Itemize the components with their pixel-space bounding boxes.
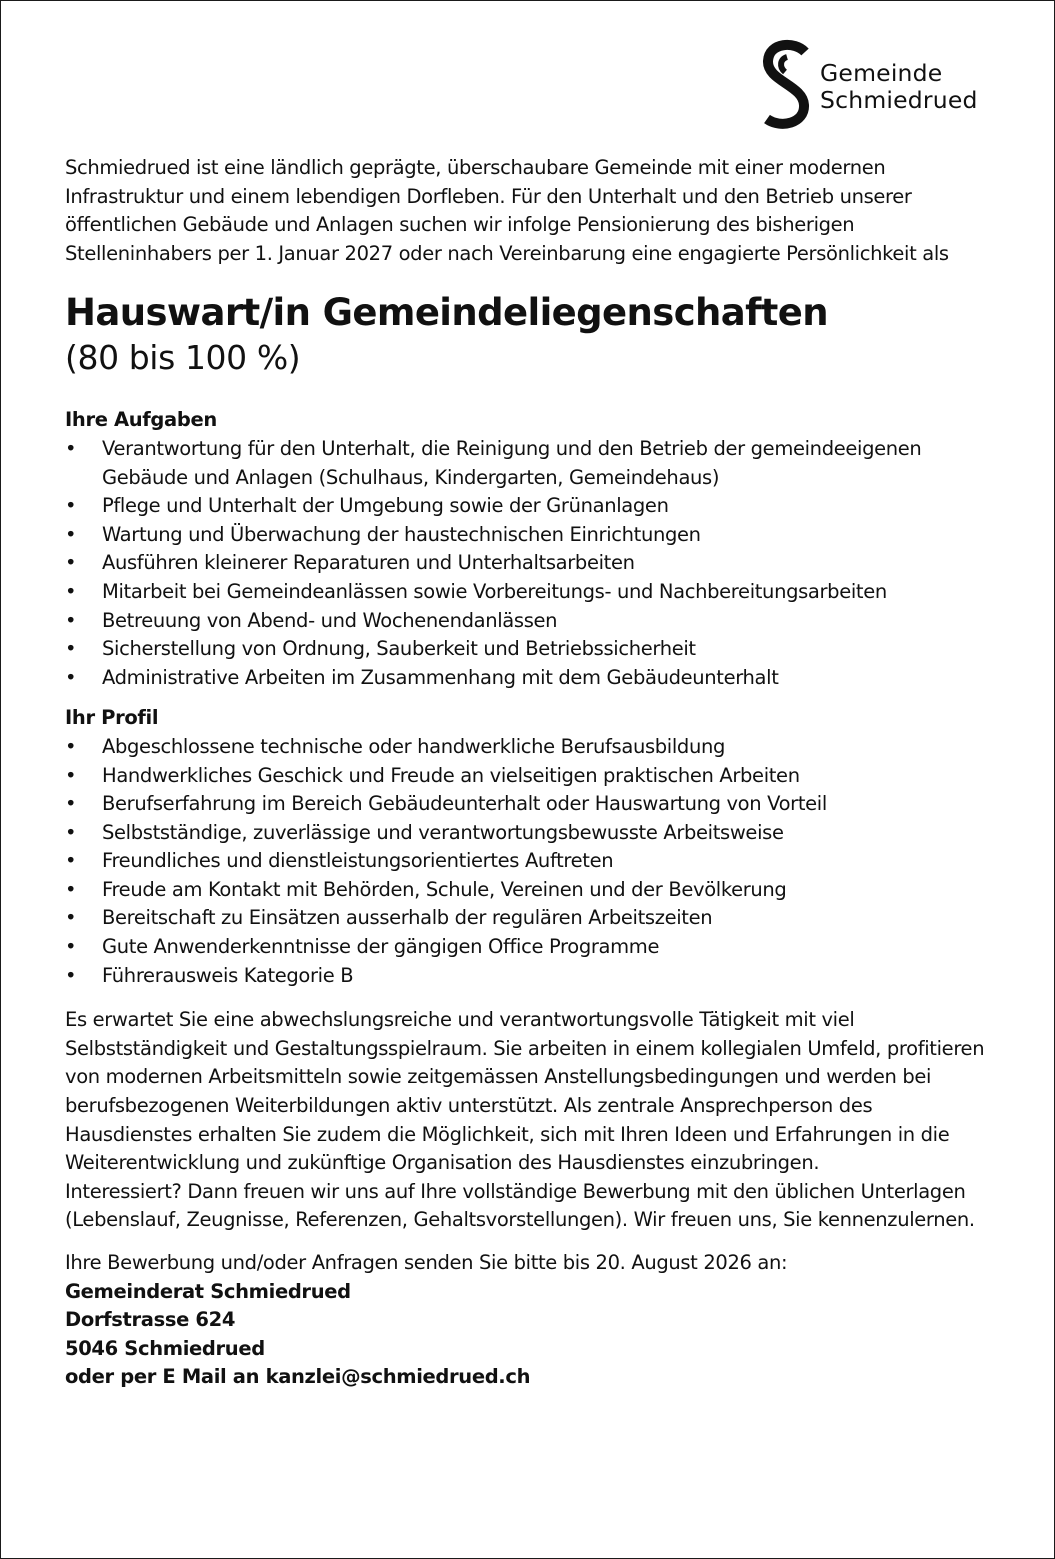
ad-body (65, 154, 995, 1392)
list-item: • Pflege und Unterhalt der Umgebung sowie der Grünanlagen (65, 492, 995, 521)
interest-paragraph: Interessiert? Dann freuen wir uns auf Ihre vollständige Bewerbung mit den üblichen Unterlagen (Lebenslauf, Zeugnisse, Referenzen, Gehaltsvorstellungen). Wir freuen uns, Sie kennenzulernen. (65, 1179, 975, 1232)
intro-paragraph: Schmiedrued ist eine ländlich geprägte, überschaubare Gemeinde mit einer modernen Infrastruktur und einem lebendigen Dorfleben. Für den Unterhalt und den Betrieb unserer öffentlichen Gebäude und Anlagen suchen wir infolge Pensionierung des bisherigen Stelleninhabers per 1. Januar 2027 oder nach Vereinbarung eine engagierte Persönlichkeit als (65, 156, 949, 265)
bullet-icon: • (65, 579, 77, 603)
address-city: 5046 Schmiedrued (65, 1336, 265, 1360)
list-item: • Bereitschaft zu Einsätzen ausserhalb der regulären Arbeitszeiten (65, 904, 995, 933)
list-item: • Freundliches und dienstleistungsorientiertes Auftreten (65, 847, 995, 876)
municipality-s-logo-icon (759, 39, 813, 131)
bullet-icon: • (65, 551, 77, 575)
logo-line-2: Schmiedrued (820, 86, 978, 114)
list-item: • Wartung und Überwachung der haustechnischen Einrichtungen (65, 521, 995, 550)
logo-line-1: Gemeinde (820, 59, 943, 87)
job-title: Hauswart/in Gemeindeliegenschaften (65, 291, 828, 335)
address-street: Dorfstrasse 624 (65, 1308, 236, 1332)
list-item: • Ausführen kleinerer Reparaturen und Unterhaltsarbeiten (65, 549, 995, 578)
bullet-icon: • (65, 792, 77, 816)
application-deadline: Ihre Bewerbung und/oder Anfragen senden Sie bitte bis 20. August 2026 an: (65, 1251, 788, 1274)
bullet-icon: • (65, 665, 77, 689)
list-item: • Führerausweis Kategorie B (65, 962, 995, 991)
bullet-icon: • (65, 436, 77, 460)
application-section (65, 1249, 995, 1392)
list-item: • Selbstständige, zuverlässige und verantwortungsbewusste Arbeitsweise (65, 819, 995, 848)
list-item: • Berufserfahrung im Bereich Gebäudeunterhalt oder Hauswartung von Vorteil (65, 790, 995, 819)
bullet-icon: • (65, 877, 77, 901)
bullet-icon: • (65, 734, 77, 758)
profile-list (65, 733, 995, 990)
job-workload: (80 bis 100 %) (65, 338, 301, 378)
bullet-icon: • (65, 637, 77, 661)
list-item: • Sicherstellung von Ordnung, Sauberkeit und Betriebssicherheit (65, 635, 995, 664)
bullet-icon: • (65, 849, 77, 873)
address-recipient: Gemeinderat Schmiedrued (65, 1279, 351, 1303)
list-item: • Verantwortung für den Unterhalt, die Reinigung und den Betrieb der gemeindeeigenen Gebäude und Anlagen (Schulhaus, Kindergarten, Gemeindehaus) (65, 436, 922, 489)
bullet-icon: • (65, 608, 77, 632)
list-item: • Freude am Kontakt mit Behörden, Schule, Vereinen und der Bevölkerung (65, 876, 995, 905)
bullet-icon: • (65, 494, 77, 518)
bullet-icon: • (65, 935, 77, 959)
list-item: • Handwerkliches Geschick und Freude an vielseitigen praktischen Arbeiten (65, 762, 995, 791)
logo-wordmark (820, 60, 978, 114)
offer-section (65, 1006, 995, 1235)
bullet-icon: • (65, 820, 77, 844)
address-email: oder per E Mail an kanzlei@schmiedrued.ch (65, 1365, 531, 1389)
bullet-icon: • (65, 522, 77, 546)
offer-paragraph: Es erwartet Sie eine abwechslungsreiche und verantwortungsvolle Tätigkeit mit viel Selbstständigkeit und Gestaltungsspielraum. Sie arbeiten in einem kollegialen Umfeld, profitieren von modernen Arbeitsmitteln sowie zeitgemässen Anstellungsbedingungen und werden bei berufsbezogenen Weiterbildungen aktiv unterstützt. Als zentrale Ansprechperson des Hausdienstes erhalten Sie zudem die Möglichkeit, sich mit Ihren Ideen und Erfahrungen in die Weiterentwicklung und zukünftige Organisation des Hausdienstes einzubringen. (65, 1008, 985, 1175)
tasks-heading: Ihre Aufgaben (65, 408, 217, 432)
list-item: • Gute Anwenderkenntnisse der gängigen Office Programme (65, 933, 995, 962)
bullet-icon: • (65, 963, 77, 987)
list-item: • Abgeschlossene technische oder handwerkliche Berufsausbildung (65, 733, 995, 762)
tasks-list (65, 435, 995, 692)
list-item: • Betreuung von Abend- und Wochenendanlässen (65, 607, 995, 636)
bullet-icon: • (65, 906, 77, 930)
list-item: • Administrative Arbeiten im Zusammenhang mit dem Gebäudeunterhalt (65, 664, 995, 693)
list-item: • Mitarbeit bei Gemeindeanlässen sowie Vorbereitungs- und Nachbereitungsarbeiten (65, 578, 995, 607)
profile-heading: Ihr Profil (65, 706, 159, 730)
bullet-icon: • (65, 763, 77, 787)
municipality-logo (759, 39, 978, 131)
